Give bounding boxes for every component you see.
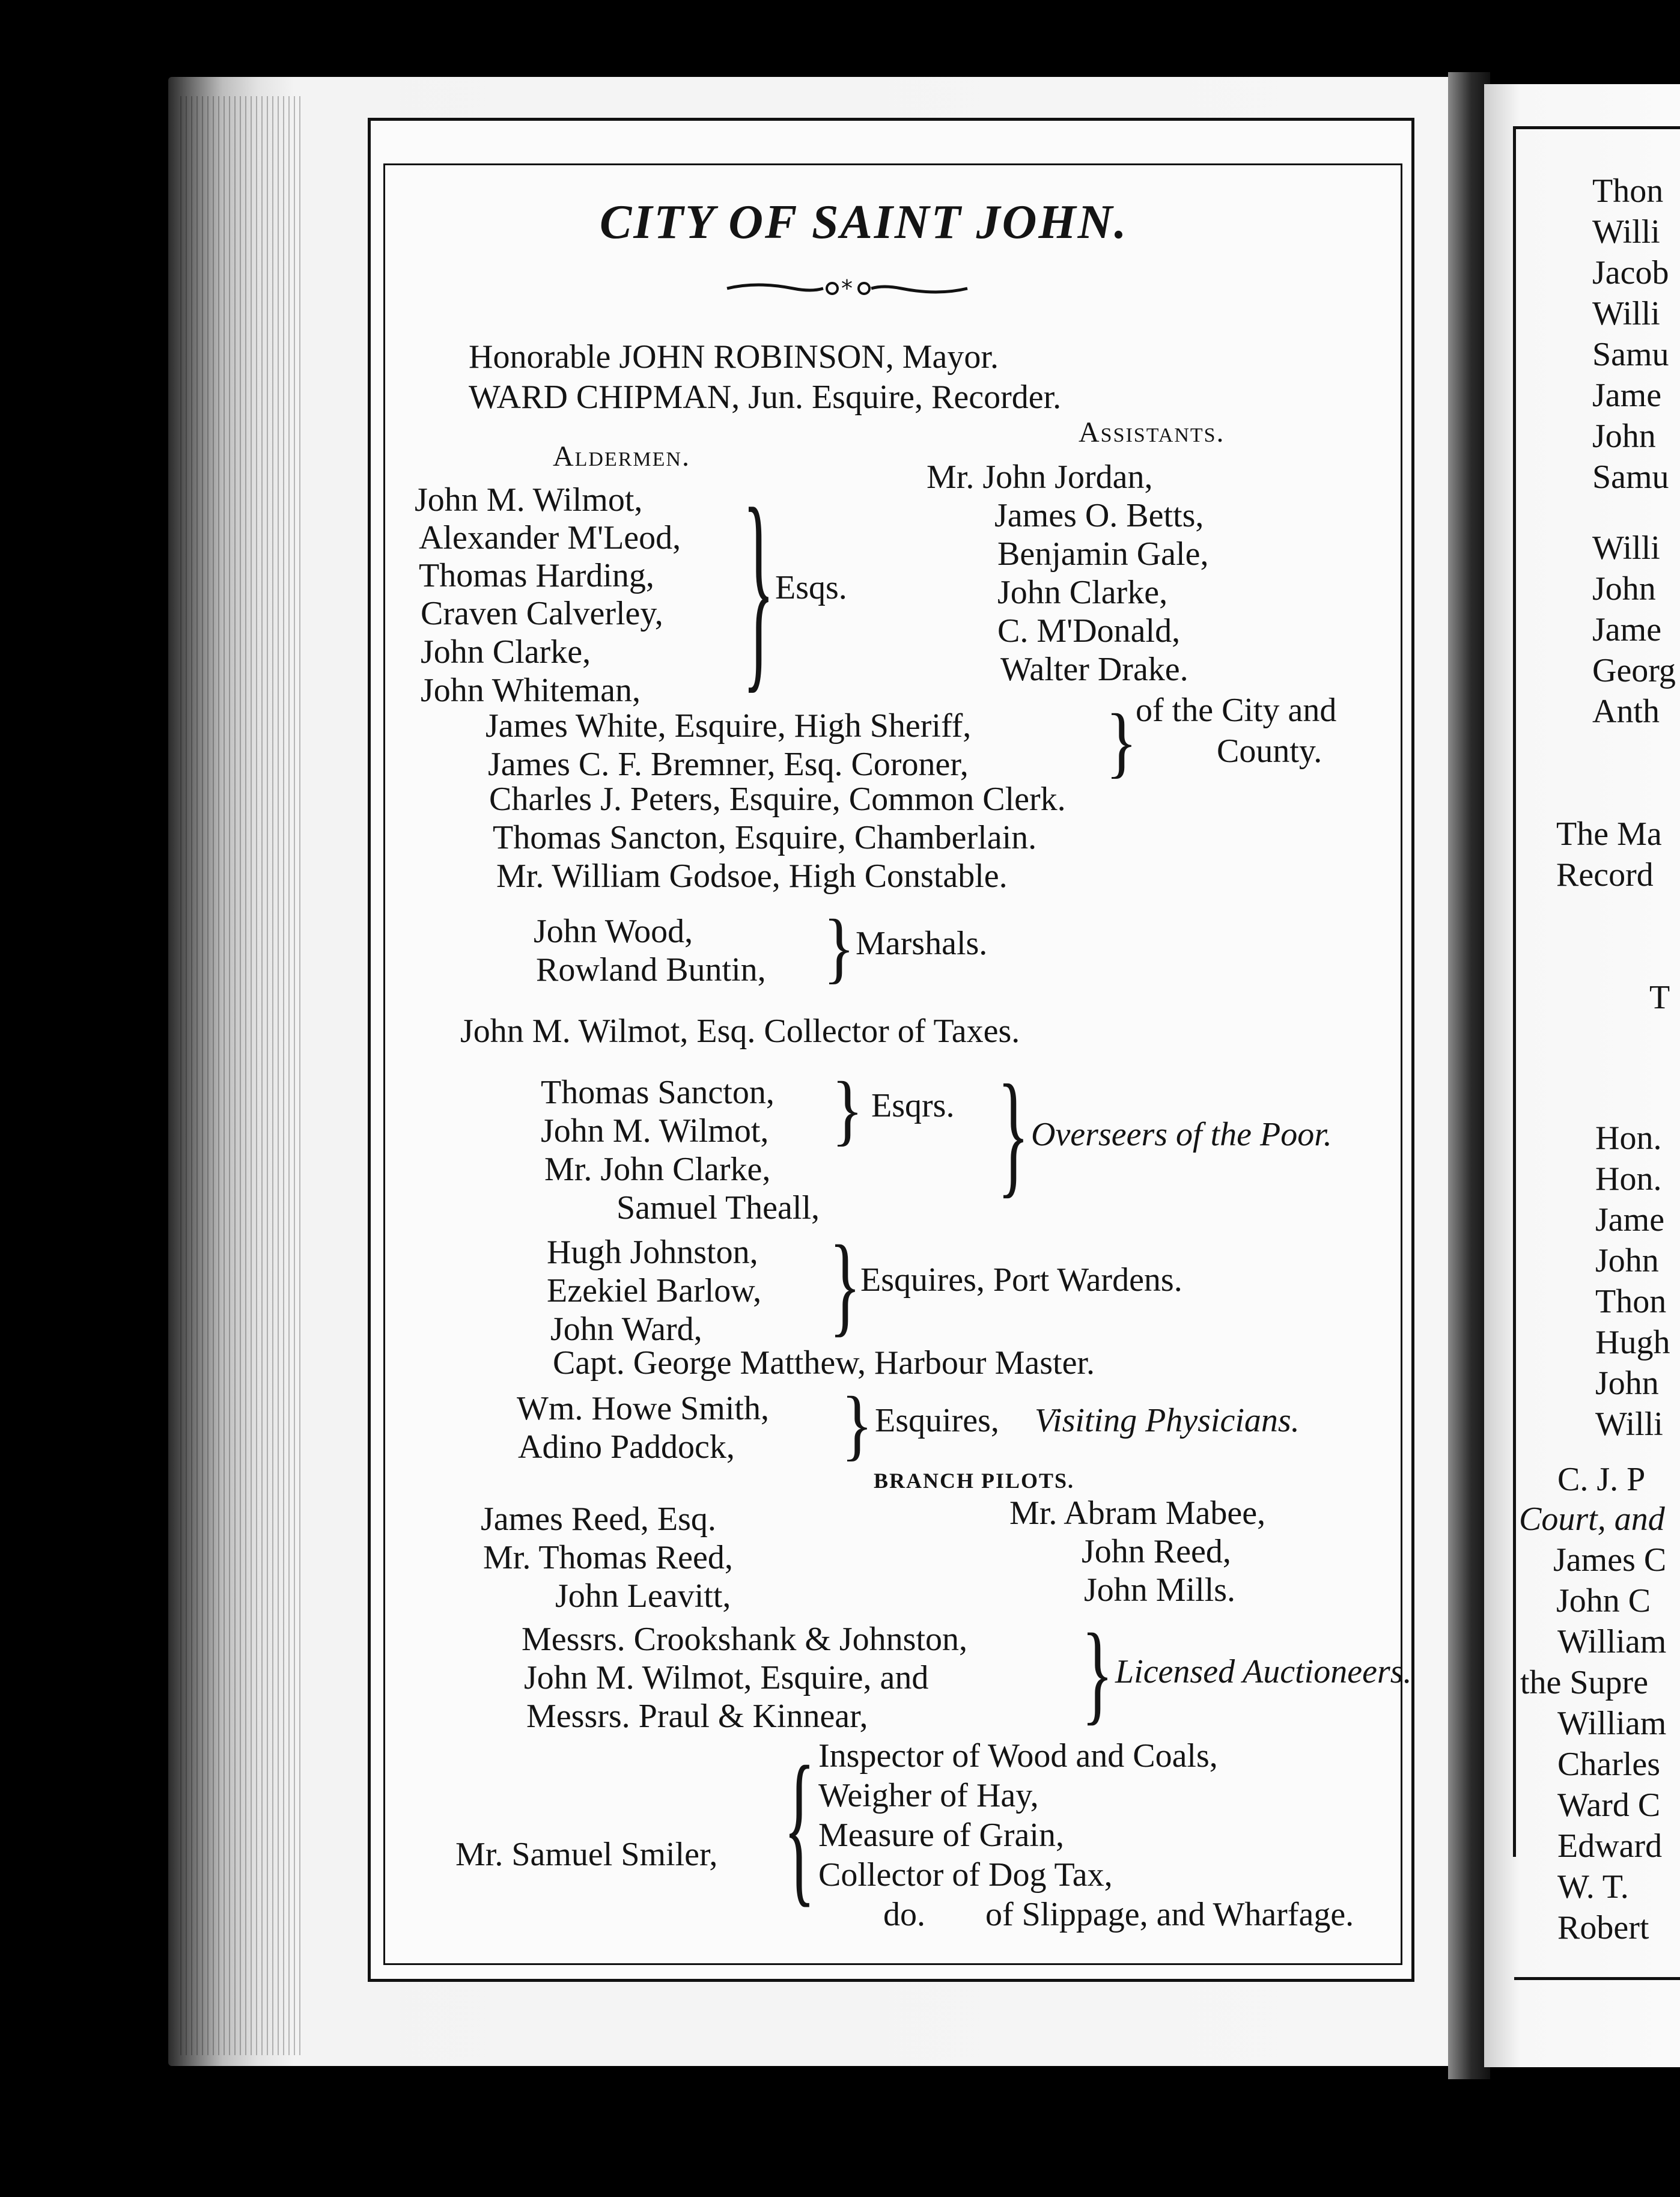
right-page-fragment: Thon bbox=[1595, 1283, 1667, 1320]
right-page-border-left bbox=[1513, 126, 1516, 1857]
marshals-brace: } bbox=[823, 903, 855, 992]
svg-text:*: * bbox=[841, 276, 853, 300]
port-wardens-label: Esquires, Port Wardens. bbox=[860, 1261, 1182, 1299]
right-page-fragment: James C bbox=[1553, 1541, 1667, 1579]
city-county-note: County. bbox=[1217, 733, 1322, 770]
recorder-line: WARD CHIPMAN, Jun. Esquire, Recorder. bbox=[469, 379, 1062, 416]
alderman-name: Thomas Harding, bbox=[419, 557, 654, 594]
right-page-fragment: John bbox=[1592, 570, 1656, 608]
right-page-border-bottom bbox=[1514, 1977, 1680, 1980]
right-page-fragment: Court, and bbox=[1519, 1501, 1665, 1538]
smiler-duty: Collector of Dog Tax, bbox=[818, 1856, 1113, 1894]
right-page-fragment: John bbox=[1595, 1365, 1659, 1402]
pilot-name: James Reed, Esq. bbox=[481, 1501, 716, 1538]
alderman-name: John M. Wilmot, bbox=[415, 481, 643, 519]
auctioneer-name: John M. Wilmot, Esquire, and bbox=[524, 1659, 929, 1696]
sheriff-brace: } bbox=[1106, 697, 1137, 786]
right-page-fragment: William bbox=[1557, 1705, 1667, 1742]
right-page-fragment: John bbox=[1592, 418, 1656, 455]
sheriff-line: James White, Esquire, High Sheriff, bbox=[485, 707, 972, 745]
smiler-duty: Inspector of Wood and Coals, bbox=[818, 1737, 1218, 1775]
physician-name: Wm. Howe Smith, bbox=[517, 1390, 769, 1427]
alderman-name: John Whiteman, bbox=[421, 672, 641, 709]
pilot-name: John Leavitt, bbox=[555, 1577, 731, 1615]
alderman-name: Craven Calverley, bbox=[421, 595, 663, 632]
smiler-name: Mr. Samuel Smiler, bbox=[455, 1836, 718, 1873]
right-page-fragment: Hugh bbox=[1595, 1324, 1670, 1361]
physicians-label: Visiting Physicians. bbox=[1035, 1402, 1300, 1439]
right-page-fragment: the Supre bbox=[1520, 1664, 1649, 1701]
right-page-fragment: Willi bbox=[1592, 213, 1660, 251]
right-page-fragment: The Ma bbox=[1556, 815, 1662, 853]
chamberlain-line: Thomas Sancton, Esquire, Chamberlain. bbox=[493, 819, 1037, 856]
port-warden-name: Ezekiel Barlow, bbox=[547, 1272, 762, 1309]
marshals-label: Marshals. bbox=[856, 925, 988, 962]
right-page-fragment: Samu bbox=[1592, 336, 1669, 373]
high-constable-line: Mr. William Godsoe, High Constable. bbox=[496, 858, 1008, 895]
assistants-heading: Assistants. bbox=[1079, 416, 1225, 448]
smiler-duty: of Slippage, and Wharfage. bbox=[985, 1896, 1354, 1933]
right-page-fragment: Samu bbox=[1592, 459, 1669, 496]
smiler-duty: Measure of Grain, bbox=[818, 1817, 1064, 1854]
right-page-fragment: Ward C bbox=[1557, 1787, 1661, 1824]
branch-pilots-heading: BRANCH PILOTS. bbox=[874, 1469, 1075, 1493]
physician-name: Adino Paddock, bbox=[518, 1428, 735, 1466]
page-edges bbox=[180, 96, 300, 2055]
auctioneer-name: Messrs. Crookshank & Johnston, bbox=[522, 1621, 968, 1658]
mayor-line: Honorable JOHN ROBINSON, Mayor. bbox=[469, 338, 999, 376]
right-page-fragment: Georg bbox=[1592, 652, 1676, 689]
right-page-fragment: T bbox=[1649, 979, 1670, 1016]
right-page-fragment: Robert bbox=[1557, 1909, 1649, 1946]
assistant-name: Mr. John Jordan, bbox=[927, 459, 1153, 496]
alderman-name: John Clarke, bbox=[421, 633, 591, 671]
right-page-fragment: Thon bbox=[1592, 172, 1664, 210]
right-page-fragment: Jacob bbox=[1592, 254, 1669, 291]
right-page-fragment: Record bbox=[1556, 856, 1654, 894]
pilot-name: Mr. Abram Mabee, bbox=[1009, 1495, 1266, 1532]
right-page-fragment: Anth bbox=[1592, 693, 1660, 730]
right-page-fragment: William bbox=[1557, 1623, 1667, 1660]
port-warden-name: John Ward, bbox=[550, 1311, 702, 1348]
right-page-fragment: Willi bbox=[1592, 529, 1660, 567]
assistant-name: John Clarke, bbox=[997, 574, 1168, 611]
coroner-line: James C. F. Bremner, Esq. Coroner, bbox=[488, 746, 969, 783]
overseers-esqrs: Esqrs. bbox=[871, 1087, 955, 1124]
esqrs-brace: } bbox=[832, 1065, 863, 1154]
common-clerk-line: Charles J. Peters, Esquire, Common Clerk. bbox=[489, 781, 1066, 818]
assistant-name: C. M'Donald, bbox=[997, 612, 1181, 650]
title-ornament bbox=[721, 276, 973, 300]
alderman-name: Alexander M'Leod, bbox=[419, 519, 681, 556]
assistant-name: Walter Drake. bbox=[1000, 651, 1188, 688]
right-page-fragment: Hon. bbox=[1595, 1160, 1662, 1198]
assistant-name: James O. Betts, bbox=[994, 497, 1204, 534]
overseer-name: Mr. John Clarke, bbox=[544, 1151, 771, 1188]
smiler-duty: Weigher of Hay, bbox=[818, 1777, 1039, 1814]
marshal-name: Rowland Buntin, bbox=[536, 951, 766, 989]
right-page-fragment: C. J. P bbox=[1557, 1461, 1646, 1498]
marshal-name: John Wood, bbox=[534, 913, 693, 950]
right-page-fragment: Jame bbox=[1592, 611, 1662, 648]
right-page-fragment: Charles bbox=[1557, 1746, 1661, 1783]
right-page-fragment: Edward bbox=[1557, 1827, 1663, 1865]
right-page-border-top bbox=[1514, 126, 1680, 129]
aldermen-heading: Aldermen. bbox=[553, 440, 690, 472]
right-page-fragment: Jame bbox=[1595, 1201, 1665, 1239]
auctioneers-brace: } bbox=[1082, 1610, 1113, 1735]
physicians-brace: } bbox=[841, 1380, 873, 1469]
right-page-fragment: John C bbox=[1556, 1582, 1651, 1620]
smiler-duty-do: do. bbox=[883, 1896, 925, 1933]
pilot-name: John Reed, bbox=[1082, 1533, 1231, 1570]
pilot-name: John Mills. bbox=[1084, 1571, 1236, 1609]
aldermen-esqs: Esqs. bbox=[775, 569, 847, 606]
right-page-fragment: John bbox=[1595, 1242, 1659, 1279]
right-page-fragment: Willi bbox=[1592, 295, 1660, 332]
overseers-label: Overseers of the Poor. bbox=[1031, 1116, 1332, 1153]
right-page-fragment: W. T. bbox=[1557, 1868, 1629, 1906]
harbour-master-line: Capt. George Matthew, Harbour Master. bbox=[553, 1344, 1095, 1382]
smiler-brace: { bbox=[784, 1731, 815, 1922]
right-page-fragment: Willi bbox=[1595, 1406, 1663, 1443]
port-warden-name: Hugh Johnston, bbox=[547, 1234, 758, 1271]
overseer-name: Samuel Theall, bbox=[616, 1189, 820, 1226]
city-county-note: of the City and bbox=[1136, 692, 1337, 729]
collector-taxes-line: John M. Wilmot, Esq. Collector of Taxes. bbox=[460, 1013, 1020, 1050]
auctioneers-label: Licensed Auctioneers. bbox=[1115, 1653, 1412, 1690]
pilot-name: Mr. Thomas Reed, bbox=[483, 1539, 733, 1576]
right-page-fragment: Hon. bbox=[1595, 1120, 1662, 1157]
right-page-fragment: Jame bbox=[1592, 377, 1662, 414]
overseers-brace: } bbox=[997, 1056, 1029, 1210]
auctioneer-name: Messrs. Praul & Kinnear, bbox=[526, 1698, 868, 1735]
assistant-name: Benjamin Gale, bbox=[997, 535, 1209, 573]
overseer-name: Thomas Sancton, bbox=[541, 1074, 775, 1111]
physicians-label-prefix: Esquires, bbox=[875, 1402, 999, 1439]
overseer-name: John M. Wilmot, bbox=[541, 1112, 769, 1150]
aldermen-brace: } bbox=[743, 462, 775, 712]
port-wardens-brace: } bbox=[829, 1222, 861, 1347]
page-title: CITY OF SAINT JOHN. bbox=[600, 196, 1128, 249]
